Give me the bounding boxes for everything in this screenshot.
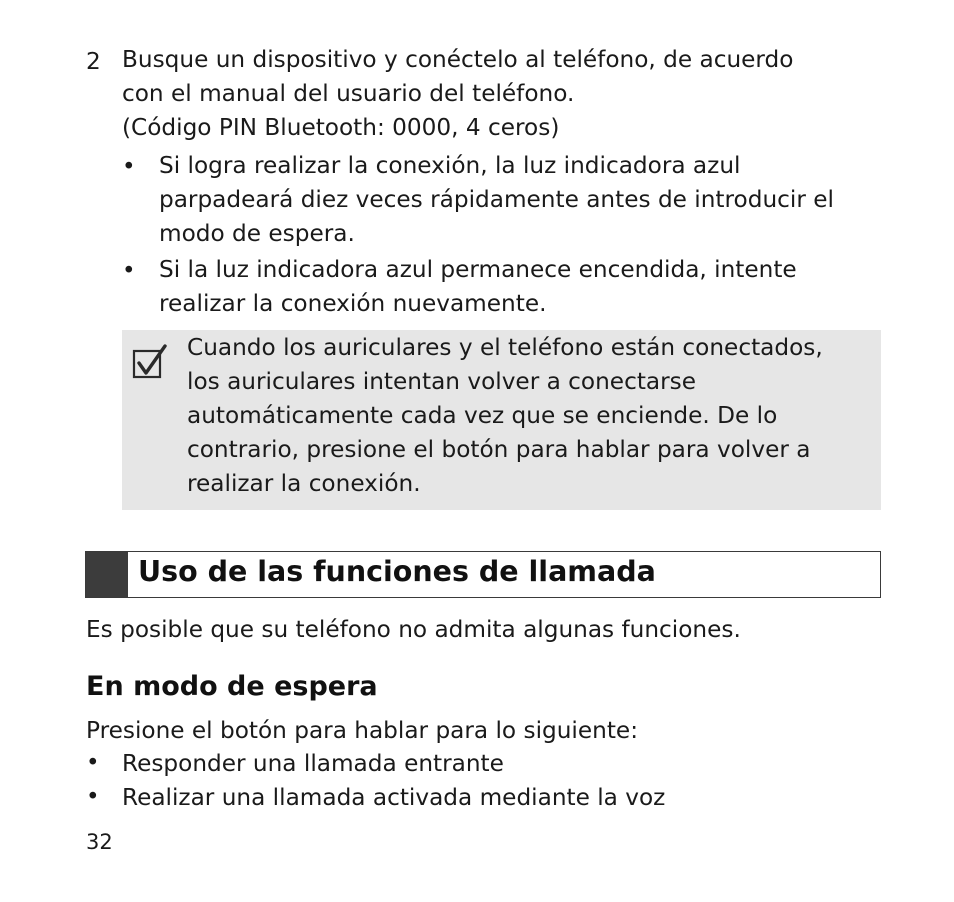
bullet-item — [159, 258, 899, 328]
bullet-line: Si la luz indicadora azul permanece encendida, intente — [159, 256, 797, 283]
note-line: Cuando los auriculares y el teléfono están conectados, — [187, 334, 823, 361]
step-line: (Código PIN Bluetooth: 0000, 4 ceros) — [122, 114, 560, 141]
section-intro: Es posible que su teléfono no admita algunas funciones. — [86, 616, 741, 643]
bullet-line: Si logra realizar la conexión, la luz indicadora azul — [159, 152, 741, 179]
step-text — [122, 48, 902, 148]
page-number: 32 — [86, 830, 113, 854]
bullet-line: parpadeará diez veces rápidamente antes de introducir el — [159, 186, 834, 213]
list-item: Responder una llamada entrante — [122, 750, 504, 777]
section-heading-bar — [86, 552, 128, 597]
bullet-line: modo de espera. — [159, 220, 355, 247]
note-line: automáticamente cada vez que se enciende. De lo — [187, 402, 778, 429]
step-line: con el manual del usuario del teléfono. — [122, 80, 575, 107]
checkbox-check-icon — [131, 343, 169, 381]
section-title: Uso de las funciones de llamada — [138, 555, 656, 588]
note-line: los auriculares intentan volver a conectarse — [187, 368, 697, 395]
step-line: Busque un dispositivo y conéctelo al teléfono, de acuerdo — [122, 46, 794, 73]
note-line: contrario, presione el botón para hablar para volver a — [187, 436, 811, 463]
subsection-title: En modo de espera — [86, 671, 378, 702]
bullet-marker: • — [122, 258, 136, 284]
section-heading — [85, 551, 881, 598]
list-item: Realizar una llamada activada mediante la voz — [122, 784, 666, 811]
step-number: 2 — [86, 48, 101, 75]
note-text — [187, 336, 877, 506]
subsection-lead: Presione el botón para hablar para lo siguiente: — [86, 717, 639, 744]
list-item-marker: • — [86, 750, 100, 776]
note-line: realizar la conexión. — [187, 470, 421, 497]
list-item-marker: • — [86, 784, 100, 810]
bullet-item — [159, 154, 899, 254]
bullet-line: realizar la conexión nuevamente. — [159, 290, 547, 317]
bullet-marker: • — [122, 154, 136, 180]
